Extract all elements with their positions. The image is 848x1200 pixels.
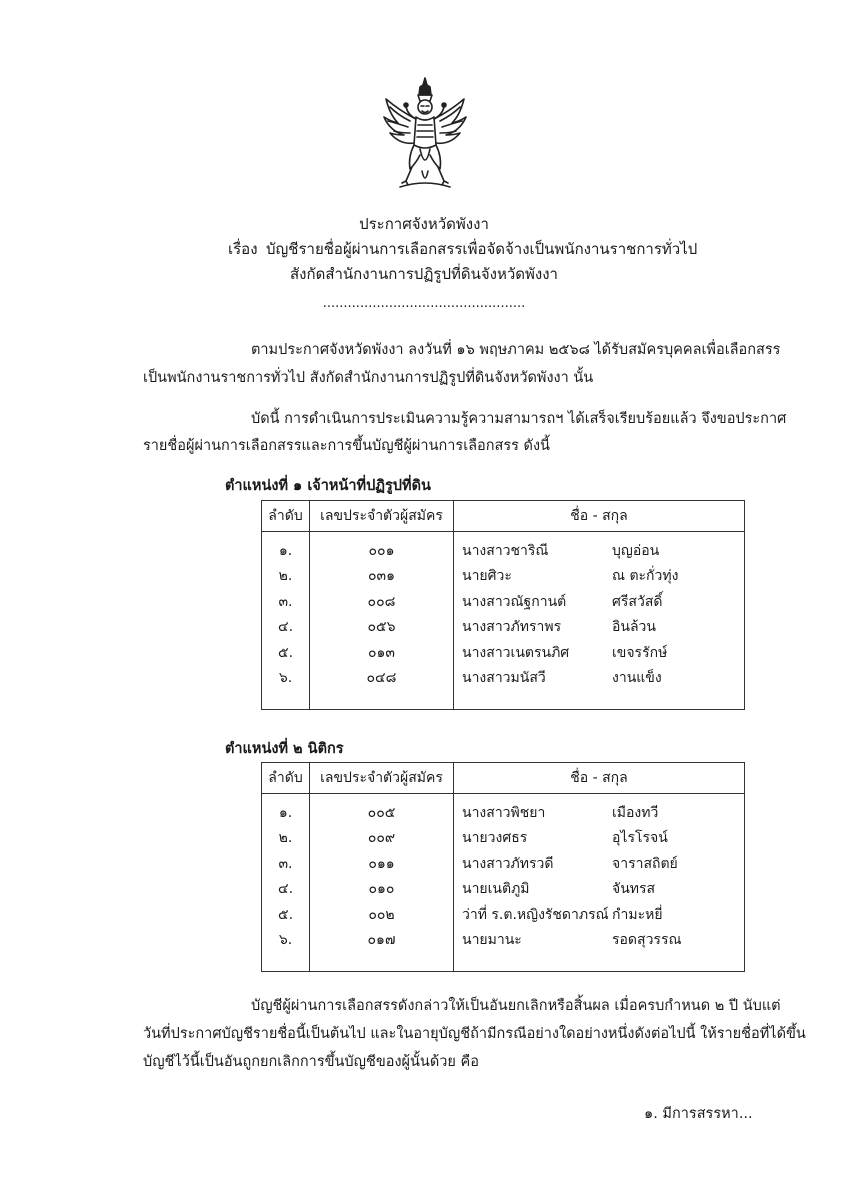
column-header-name: ชื่อ - สกุล <box>454 763 745 794</box>
column-header-order: ลำดับ <box>262 763 310 794</box>
row-applicant-id: ๐๓๑ <box>310 564 454 590</box>
row-last-name: กำมะหยี่ <box>612 906 663 923</box>
row-applicant-id: ๐๑๗ <box>310 928 454 972</box>
row-first-name: ว่าที่ ร.ต.หญิงรัชดาภรณ์ <box>462 906 609 923</box>
paragraph-2-line-2: รายชื่อผู้ผ่านการเลือกสรรและการขึ้นบัญชีผู้ผ่านการเลือกสรร ดังนี้ <box>143 438 550 454</box>
table-row <box>262 532 745 564</box>
row-order: ๕. <box>262 640 310 666</box>
row-order: ๒. <box>262 826 310 852</box>
subject-label: เรื่อง <box>228 240 258 258</box>
row-last-name: เขจรรักษ์ <box>612 644 668 661</box>
column-header-name: ชื่อ - สกุล <box>454 501 745 532</box>
row-last-name: ศรีสวัสดิ์ <box>612 593 663 610</box>
table-header-row <box>262 501 745 532</box>
row-first-name: นางสาวณัฐกานต์ <box>462 593 567 610</box>
row-last-name: จาราสถิตย์ <box>612 855 678 872</box>
row-applicant-id: ๐๐๕ <box>310 794 454 826</box>
paragraph-3-line-2: วันที่ประกาศบัญชีรายชื่อนี้เป็นต้นไป และในอายุบัญชีถ้ามีกรณีอย่างใดอย่างหนึ่งดังต่อไปนี้ ให้รายชื่อที่ได้ขึ้น <box>143 1026 806 1042</box>
paragraph-1-line-1: ตามประกาศจังหวัดพังงา ลงวันที่ ๑๖ พฤษภาคม ๒๕๖๘ ได้รับสมัครบุคคลเพื่อเลือกสรร <box>251 342 781 358</box>
row-last-name: อินล้วน <box>612 619 656 636</box>
position-2-title: ตำแหน่งที่ ๒ นิติกร <box>225 741 344 757</box>
row-order: ๖. <box>262 928 310 972</box>
table-row <box>262 877 745 903</box>
row-first-name: นายศิวะ <box>462 568 512 585</box>
paragraph-1-line-2: เป็นพนักงานราชการทั่วไป สังกัดสำนักงานการปฏิรูปที่ดินจังหวัดพังงา นั้น <box>143 370 594 386</box>
row-applicant-id: ๐๐๘ <box>310 589 454 615</box>
garuda-emblem-icon <box>380 75 470 193</box>
row-applicant-id: ๐๑๑ <box>310 851 454 877</box>
row-first-name: นายเนติภูมิ <box>462 881 530 898</box>
row-first-name: นางสาวภัทราพร <box>462 619 562 636</box>
table-row <box>262 640 745 666</box>
table-row <box>262 564 745 590</box>
table-row <box>262 794 745 826</box>
row-last-name: รอดสุวรรณ <box>612 932 682 949</box>
paragraph-2-line-1: บัดนี้ การดำเนินการประเมินความรู้ความสามารถฯ ได้เสร็จเรียบร้อยแล้ว จึงขอประกาศ <box>251 411 787 427</box>
row-order: ๓. <box>262 589 310 615</box>
row-applicant-id: ๐๔๘ <box>310 666 454 710</box>
column-header-applicant-id: เลขประจำตัวผู้สมัคร <box>310 763 454 794</box>
row-last-name: จันทรส <box>612 881 656 898</box>
row-first-name: นางสาวเนตรนภิศ <box>462 644 570 661</box>
table-row <box>262 851 745 877</box>
column-header-applicant-id: เลขประจำตัวผู้สมัคร <box>310 501 454 532</box>
row-order: ๒. <box>262 564 310 590</box>
row-order: ๑. <box>262 532 310 564</box>
row-last-name: บุญอ่อน <box>612 542 660 559</box>
row-last-name: ณ ตะกั่วทุ่ง <box>612 568 679 585</box>
table-row <box>262 902 745 928</box>
table-row <box>262 928 745 972</box>
row-first-name: นางสาวภัทรวดี <box>462 855 554 872</box>
row-first-name: นางสาวพิชยา <box>462 804 546 821</box>
column-header-order: ลำดับ <box>262 501 310 532</box>
row-applicant-id: ๐๐๙ <box>310 826 454 852</box>
row-applicant-id: ๐๑๐ <box>310 877 454 903</box>
table-row <box>262 826 745 852</box>
continuation-marker: ๑. มีการสรรหา... <box>644 1106 753 1122</box>
table-header-row <box>262 763 745 794</box>
table-row <box>262 615 745 641</box>
table-row <box>262 589 745 615</box>
subject-line-2: สังกัดสำนักงานการปฏิรูปที่ดินจังหวัดพังงา <box>290 265 558 283</box>
table-row <box>262 666 745 710</box>
row-last-name: อุไรโรจน์ <box>612 830 668 847</box>
row-applicant-id: ๐๐๒ <box>310 902 454 928</box>
row-applicant-id: ๐๑๓ <box>310 640 454 666</box>
row-applicant-id: ๐๐๑ <box>310 532 454 564</box>
position-1-title: ตำแหน่งที่ ๑ เจ้าหน้าที่ปฏิรูปที่ดิน <box>225 478 431 494</box>
row-first-name: นายมานะ <box>462 932 522 949</box>
row-order: ๑. <box>262 794 310 826</box>
paragraph-3-line-1: บัญชีผู้ผ่านการเลือกสรรดังกล่าวให้เป็นอันยกเลิกหรือสิ้นผล เมื่อครบกำหนด ๒ ปี นับแต่ <box>251 998 781 1014</box>
subject-line-1: บัญชีรายชื่อผู้ผ่านการเลือกสรรเพื่อจัดจ้างเป็นพนักงานราชการทั่วไป <box>266 240 698 258</box>
row-first-name: นางสาวชาริณี <box>462 542 549 559</box>
announcement-title: ประกาศจังหวัดพังงา <box>359 215 489 233</box>
row-order: ๖. <box>262 666 310 710</box>
row-first-name: นายวงศธร <box>462 830 528 847</box>
row-order: ๕. <box>262 902 310 928</box>
row-applicant-id: ๐๕๖ <box>310 615 454 641</box>
separator-dots: ................................................. <box>322 296 526 311</box>
position-1-table <box>261 500 745 710</box>
position-2-table <box>261 762 745 972</box>
row-order: ๓. <box>262 851 310 877</box>
row-last-name: เมืองทวี <box>612 804 659 821</box>
row-order: ๔. <box>262 615 310 641</box>
row-first-name: นางสาวมนัสวี <box>462 670 546 687</box>
row-last-name: งานแข็ง <box>612 670 662 687</box>
row-order: ๔. <box>262 877 310 903</box>
paragraph-3-line-3: บัญชีไว้นี้เป็นอันถูกยกเลิกการขึ้นบัญชีของผู้นั้นด้วย คือ <box>143 1054 479 1070</box>
